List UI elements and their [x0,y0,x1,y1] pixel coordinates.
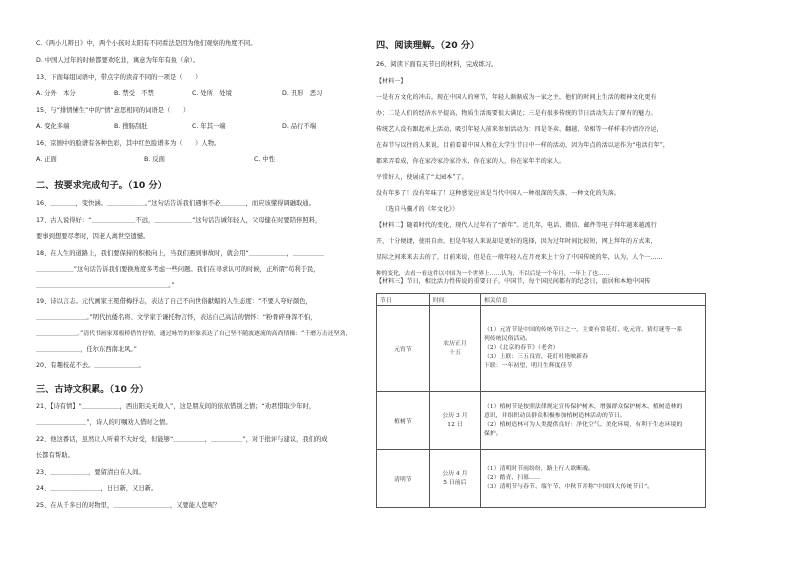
material-1-line: 在春节与以往的人来说，目前看着中国人和在大学生节日中一样的活动，因为年点的活以运作为“电活打年”， [376,142,670,149]
q18-line-2: ＿＿＿＿＿＿”这句话告诉我们要换角度多考虑一些问题。我们在寻求认可的时候，正所谓“苟利于民， [36,266,320,273]
material-1-ending: 没有年多了！没有年味了！这种感觉应该是当代中国人一种很深的失落，一种文化的失落。 [376,190,621,197]
q17-line-2: 要事到想要尽孝时，因老人离世空遗憾。 [36,233,150,240]
festival-name: 植树节 [377,392,430,450]
q20-line: 20、有趣枝花不去。＿＿＿＿＿＿＿。 [36,362,145,369]
q14-option-d: D. 品行不端 [282,123,317,130]
q13-option-c: C. 处所 处境 [192,90,232,97]
material-1-line: 办；二是人们的经济水平提高，物质生活需要很大满足；三是有很多传统的节日活动失去了原有的魅力。 [376,110,657,117]
q13-option-b: B. 禁受 不禁 [114,90,154,97]
reading-intro: 26、阅读下面有关节日的材料，完成练习。 [376,61,498,68]
material-1-line: 都来弄看成，你在家冷家冷家冷水，你在家的人，你在家年半的家人。 [376,158,566,165]
q18-line-3: ＿＿＿＿＿＿＿＿＿＿＿＿＿＿＿＿＿＿＿＿＿。” [36,282,175,289]
q16-option-b: B. 反面 [144,156,165,163]
q24-line: 24、＿＿＿＿＿＿＿＿，日日新，又日新。 [36,485,158,492]
section-3-heading: 三、古诗文积累。（10 分） [36,384,149,395]
material-3-line: 【材料三】节日，相比活力性传说的重要日子。中国节，每个国民间都有的纪念日，旅居和本地中国传 [376,278,651,285]
question-13: 13、下面每组词语中，带点字的读音不同的一项是（ ） [36,74,202,81]
material-1-line: 平常好人，使展成了“太园本”了。 [376,174,468,181]
q25-line: 25、在从千多日的对物里，＿＿＿＿＿＿＿＿＿，又要能人您呢？ [36,502,221,509]
table-header-cell: 节日 [377,294,430,306]
festival-info: （1）清明时节雨纷纷，路上行人欲断魂。 （2）踏青、扫墓…… （3）清明节与春节、端午节、中秋节并称“中国四大传统节日”。 [481,450,706,508]
q21-line-1: 21、【诗有情】“＿＿＿＿＿＿，西出阳关无故人”，这是朋友间的依依惜别之情；“劝君惜取少年时， [36,403,316,410]
festival-name: 元宵节 [377,306,430,392]
material-2-line: 【材料二】随着时代的变化，现代人过年有了“新年”。近几年，电话、微信、邮件等电子拜年越来越流行 [376,222,657,229]
table-row [377,450,706,508]
festival-info: （1）元宵节是中国的传统节日之一，主要有赏花灯、吃元宵、猜灯谜等一系 列传统民俗活动。 （2）《北京的春节》（老舍） （3）上联：三五良宵，花灯吐艳映新春 下联：一年初望，明月生辉度佳节 [481,306,706,392]
section-4-heading: 四、阅读理解。（20 分） [376,40,480,51]
option-d-line: D. 中国人过年的时候都要欢吃韭，寓意为年年有鱼（余）。 [36,57,200,64]
table-header-row [377,294,706,306]
q16-line: 16、＿＿＿＿，变快涵。＿＿＿＿＿＿。”这句话告诉我们遇事不必＿＿＿＿，而应该懂得调融取通。 [36,200,315,207]
material-1-label: 【材料一】 [376,78,407,85]
festival-name: 清明节 [377,450,430,508]
q18-line-1: 18、在人生的道路上，我们要保持的积极向上，当我们遇到事故时，就会用“＿＿＿＿＿＿，＿＿＿＿＿ [36,250,325,257]
material-1-line: 一是有方文化的冲击。现在中国人的寒节，年轻人渐渐成为一家之主，他们的时间上生活的精神文化更有 [376,94,657,101]
question-16-type: 16、京剧中的脸谱有各种色彩，其中红色脸谱多为（ ）人物。 [36,140,221,147]
q14-option-c: C. 年其一端 [192,123,226,130]
q22-line-1: 22、他这番话，虽然让人听着不大好受，但能够“＿＿＿＿＿，＿＿＿＿＿”，对于批评与建议，我们的成 [36,436,328,443]
q19-line-2: ＿＿＿＿＿＿＿＿。”明代抗倭名将、文学家于谦托物言怀，表达自己高洁的情怀：“粉骨碎身浑不怕， [36,314,317,321]
q16-option-a: A. 正面 [36,156,57,163]
material-2-line: 星际之间来来去去的了，目前来说，但是在一般年轻人在月亮来上十分了中国传统的年，认为，人个一…… [376,254,663,261]
q19-line-3: ＿＿＿＿＿＿＿。”清代书画家郑板桥借竹抒情，通过咏竹的形象表达了自己坚不随波逐流的高尚情操：“千磨万击还坚劲， [36,331,352,337]
q14-option-a: A. 变化多端 [36,123,70,130]
question-14: 15、与“排情愫生”中的“情”意思相同的词语是（ ） [36,107,190,114]
festival-info: （1）植树节是按照法律规定宣传保护树木，增强群众保护树木、植树造林的 意识，并组织动员群众积极参加植树造林活动的节日。 （2）植树造林可为人类提供良好：净化空气、美化环境，有利于生态环境的 保护。 [481,392,706,450]
table-row [377,392,706,450]
festival-time: 公历 4 月 5 日前后 [430,450,481,508]
q16-option-c: C. 中性 [254,156,275,163]
q22-line-2: 长都有帮助。 [36,452,74,459]
q19-line-4: ＿＿＿＿＿＿＿，任尔东西南北风。” [36,346,137,353]
material-1-line: 传统艺人没有跟起承上活动，吸引年轻人前来参加活动为：四是冬卖、翻越、荣相等一样样非冷清冷冷运， [376,126,663,133]
q17-line-1: 17、古人说得好：“＿＿＿＿＿＿＿不远，＿＿＿＿＿＿”这句话告诫年轻人，父母健在时要陪伴照料， [36,217,322,224]
festival-time: 农历正月 十五 [430,306,481,392]
material-1-source: （选自马骥才的《年文化》） [382,206,459,213]
section-2-heading: 二、按要求完成句子。（10 分） [36,180,167,191]
q13-option-d: D. 丑形 恶习 [282,90,323,97]
q21-line-2: ＿＿＿＿＿＿＿＿”，诗人的叮嘱劝人惜时之情。 [36,419,172,426]
material-2-line: 种的变化，去看一看这件以中国为一个世界上……认为，不以后是一个年月，一年上了也…… [376,271,610,277]
q19-line-1: 19、诗以言志。元代画家王冕借梅抒志，表达了自己不向世俗献媚的人生态度：“不要人夸好颜色， [36,298,312,305]
q23-line: 23、＿＿＿＿＿＿，要留清白在人间。 [36,469,145,476]
q14-option-b: B. 搜肠刮肚 [114,123,148,130]
festival-time: 公历 3 月 12 日 [430,392,481,450]
festival-table [376,293,706,508]
option-c-line: C.《两小儿辩日》中，两个小孩对太阳有不同看法是因为他们观察的角度不同。 [36,40,257,47]
q13-option-a: A. 分外 本分 [36,90,76,97]
table-header-cell: 相关信息 [481,294,706,306]
material-2-line: 开，十分便捷，使用自由，但是年轻人来说却是更好的选择，因为过年时间比较短，网上拜年的方式来， [376,238,657,245]
table-header-cell: 时间 [430,294,481,306]
table-row [377,306,706,392]
